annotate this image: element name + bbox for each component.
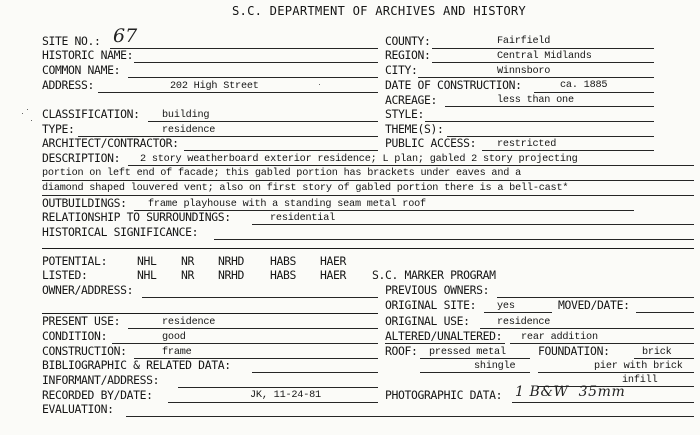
scan-speck xyxy=(22,113,23,114)
description-line-1: 2 story weatherboard exterior residence; L plan; gabled 2 story projecting xyxy=(140,154,578,165)
recorded-by-value: JK, 11-24-81 xyxy=(250,390,321,401)
description-label: DESCRIPTION: xyxy=(42,151,121,165)
architect-label: ARCHITECT/CONTRACTOR: xyxy=(42,136,179,150)
potential-label: POTENTIAL: xyxy=(42,254,108,268)
owner-address-field xyxy=(142,297,378,298)
listed-nhl: NHL xyxy=(137,268,157,282)
present-use-field xyxy=(128,328,378,329)
date-construction-field xyxy=(534,92,654,93)
original-site-label: ORIGINAL SITE: xyxy=(385,298,477,312)
public-access-label: PUBLIC ACCESS: xyxy=(385,136,477,150)
region-label: REGION: xyxy=(385,48,431,62)
potential-nr: NR xyxy=(181,254,195,268)
themes-label: THEME(S): xyxy=(385,122,444,136)
potential-nhl: NHL xyxy=(137,254,157,268)
date-construction-label: DATE OF CONSTRUCTION: xyxy=(385,78,522,92)
city-label: CITY: xyxy=(385,63,418,77)
roof-label: ROOF: xyxy=(385,344,418,358)
evaluation-label: EVALUATION: xyxy=(42,402,114,416)
original-site-field xyxy=(484,312,552,313)
potential-haer: HAER xyxy=(320,254,347,268)
relationship-value: residential xyxy=(270,213,336,224)
description-line-2: portion on left end of facade; this gabled portion has brackets under eaves and a xyxy=(42,168,521,179)
moved-date-label: MOVED/DATE: xyxy=(558,298,630,312)
present-use-label: PRESENT USE: xyxy=(42,314,121,328)
type-value: residence xyxy=(162,125,216,136)
public-access-value: restricted xyxy=(497,139,557,150)
outbuildings-label: OUTBUILDINGS: xyxy=(42,196,127,210)
description-field-1 xyxy=(128,165,694,166)
listed-label: LISTED: xyxy=(42,268,88,282)
scan-speck xyxy=(27,109,28,110)
significance-label: HISTORICAL SIGNIFICANCE: xyxy=(42,225,199,239)
condition-field xyxy=(112,343,378,344)
site-no-value: 67 xyxy=(113,25,138,47)
listed-haer: HAER xyxy=(320,268,347,282)
classification-field xyxy=(148,121,378,122)
address-field xyxy=(98,92,378,93)
address-value: 202 High Street xyxy=(170,81,259,92)
description-field-2 xyxy=(42,180,694,181)
description-field-3 xyxy=(42,195,694,196)
original-site-value: yes xyxy=(497,301,515,312)
relationship-label: RELATIONSHIP TO SURROUNDINGS: xyxy=(42,210,231,224)
original-use-label: ORIGINAL USE: xyxy=(385,314,470,328)
bibliographic-label: BIBLIOGRAPHIC & RELATED DATA: xyxy=(42,358,231,372)
listed-habs: HABS xyxy=(270,268,297,282)
style-label: STYLE: xyxy=(385,107,425,121)
significance-field xyxy=(214,239,694,240)
foundation-field-2 xyxy=(538,372,694,373)
acreage-field xyxy=(445,106,654,107)
classification-value: building xyxy=(162,110,210,121)
foundation-value-1: brick xyxy=(642,347,672,358)
foundation-field-1 xyxy=(634,358,694,359)
common-name-field xyxy=(128,77,378,78)
recorded-by-field xyxy=(168,402,378,403)
condition-value: good xyxy=(162,332,186,343)
potential-habs: HABS xyxy=(270,254,297,268)
themes-field xyxy=(447,136,654,137)
moved-date-field xyxy=(636,312,694,313)
altered-unaltered-label: ALTERED/UNALTERED: xyxy=(385,329,503,343)
county-label: COUNTY: xyxy=(385,34,431,48)
altered-value: rear addition xyxy=(521,332,598,343)
outbuildings-value: frame playhouse with a standing seam metal roof xyxy=(148,199,426,210)
bibliographic-field xyxy=(252,372,378,373)
foundation-label: FOUNDATION: xyxy=(538,344,610,358)
evaluation-field xyxy=(126,416,694,417)
previous-owners-label: PREVIOUS OWNERS: xyxy=(385,283,490,297)
relationship-field xyxy=(252,224,694,225)
acreage-label: ACREAGE: xyxy=(385,93,438,107)
owner-address-label: OWNER/ADDRESS: xyxy=(42,283,134,297)
section-divider xyxy=(42,248,694,249)
common-name-label: COMMON NAME: xyxy=(42,63,121,77)
type-label: TYPE: xyxy=(42,122,75,136)
listed-nr: NR xyxy=(181,268,195,282)
condition-label: CONDITION: xyxy=(42,329,108,343)
address-label: ADDRESS: xyxy=(42,78,95,92)
roof-value-1: pressed metal xyxy=(429,347,506,358)
recorded-by-label: RECORDED BY/DATE: xyxy=(42,388,153,402)
photographic-data-value: 1 B&W 35mm xyxy=(515,384,626,400)
foundation-value-2: pier with brick xyxy=(594,361,683,372)
scan-speck xyxy=(31,120,32,121)
acreage-value: less than one xyxy=(497,95,574,106)
present-use-value: residence xyxy=(162,317,216,328)
photographic-data-label: PHOTOGRAPHIC DATA: xyxy=(385,388,503,402)
site-no-label: SITE NO.: xyxy=(42,34,101,48)
region-value: Central Midlands xyxy=(497,51,592,62)
county-value: Fairfield xyxy=(497,36,551,47)
roof-field-1 xyxy=(420,358,530,359)
marker-program-label: S.C. MARKER PROGRAM xyxy=(372,268,496,282)
foundation-value-3: infill xyxy=(622,375,658,386)
scan-speck xyxy=(319,84,320,85)
county-field xyxy=(432,48,654,49)
construction-label: CONSTRUCTION: xyxy=(42,344,127,358)
page-title: S.C. DEPARTMENT OF ARCHIVES AND HISTORY xyxy=(232,4,526,18)
roof-value-2: shingle xyxy=(474,361,516,372)
potential-nrhd: NRHD xyxy=(218,254,245,268)
original-use-field xyxy=(480,328,694,329)
style-field xyxy=(425,121,654,122)
historic-name-field xyxy=(134,62,378,63)
historic-name-label: HISTORIC NAME: xyxy=(42,48,134,62)
original-use-value: residence xyxy=(497,317,551,328)
architect-field xyxy=(184,150,378,151)
photographic-data-field xyxy=(512,402,694,403)
description-line-3: diamond shaped louvered vent; also on first story of gabled portion there is a bell-cast* xyxy=(42,183,569,194)
classification-label: CLASSIFICATION: xyxy=(42,107,140,121)
roof-field-2 xyxy=(420,372,530,373)
public-access-field xyxy=(482,150,654,151)
informant-field xyxy=(178,387,378,388)
region-field xyxy=(432,62,654,63)
listed-nrhd: NRHD xyxy=(218,268,245,282)
city-value: Winnsboro xyxy=(497,66,551,77)
site-no-field xyxy=(110,48,378,49)
date-construction-value: ca. 1885 xyxy=(560,80,608,91)
informant-label: INFORMANT/ADDRESS: xyxy=(42,373,160,387)
construction-value: frame xyxy=(162,347,192,358)
